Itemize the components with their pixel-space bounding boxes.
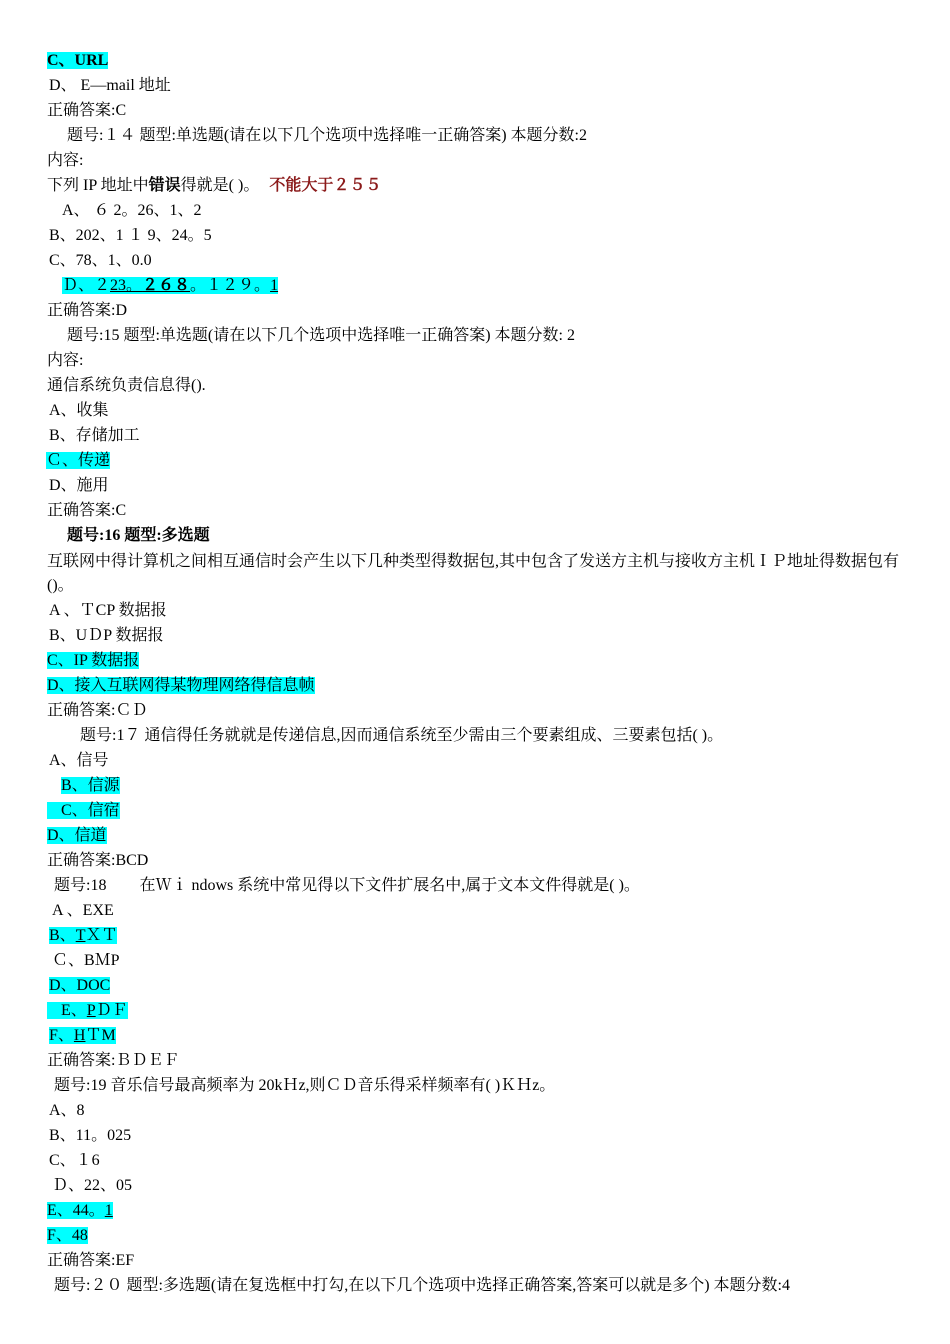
option-part: ＤＦ xyxy=(95,1002,128,1019)
option-line: D、施用 xyxy=(49,477,109,494)
option-line xyxy=(62,275,278,297)
highlighted-option xyxy=(47,1002,128,1019)
question-text xyxy=(47,175,381,197)
option-part: H xyxy=(73,1027,86,1044)
red-annotation: 不能大于２５５ xyxy=(269,177,382,194)
highlighted-option: B、信源 xyxy=(61,777,120,794)
option-line xyxy=(47,1200,113,1222)
option-line xyxy=(47,50,108,72)
question-header: 题号:1７ 通信得任务就就是传递信息,因而通信系统至少需由三个要素组成、三要素包括( )。 xyxy=(80,727,724,744)
question-text-part: 下列 IP 地址中 xyxy=(47,177,149,194)
question-header: 题号:１４ 题型:单选题(请在以下几个选项中选择唯一正确答案) 本题分数:2 xyxy=(67,127,587,144)
answer-line: 正确答案:BCD xyxy=(47,852,149,869)
answer-line: 正确答案:D xyxy=(47,302,128,319)
question-header: 题号:15 题型:单选题(请在以下几个选项中选择唯一正确答案) 本题分数: 2 xyxy=(67,327,575,344)
option-line: B、11。025 xyxy=(49,1127,132,1144)
option-line: C、78、1、0.0 xyxy=(49,252,152,269)
highlighted-option: D、接入互联网得某物理网络得信息帧 xyxy=(47,677,315,694)
option-line: A、 ６ 2。26、1、2 xyxy=(62,202,202,219)
question-number: 题号:18 xyxy=(54,877,107,894)
option-line xyxy=(49,925,117,947)
option-line xyxy=(47,825,107,847)
question-header: 题号:19 音乐信号最高频率为 20kＨz,则ＣＤ音乐得采样频率有( )ＫＨz。 xyxy=(54,1077,556,1094)
answer-line: 正确答案:EF xyxy=(47,1252,135,1269)
highlighted-option xyxy=(49,1027,116,1044)
option-part: E、44。 xyxy=(47,1202,105,1219)
highlighted-option: D、DOC xyxy=(49,977,111,994)
highlighted-option: Ｃ、传递 xyxy=(46,452,111,469)
answer-line: 正确答案:ＣＤ xyxy=(47,702,148,719)
option-line xyxy=(47,1225,88,1247)
option-line: A、信号 xyxy=(49,752,109,769)
highlighted-option xyxy=(62,277,278,294)
option-part: ＴM xyxy=(85,1027,116,1044)
highlighted-option: F、48 xyxy=(47,1227,88,1244)
question-text: 通信系统负责信息得(). xyxy=(47,377,206,394)
highlighted-option xyxy=(47,1202,113,1219)
question-header: 题号:２０ 题型:多选题(请在复选框中打勾,在以下几个选项中选择正确答案,答案可以就是多个) 本题分数:4 xyxy=(54,1277,790,1294)
option-line: A、收集 xyxy=(49,402,109,419)
answer-line: 正确答案:C xyxy=(47,502,127,519)
option-line xyxy=(47,800,120,822)
content-label: 内容: xyxy=(47,352,84,369)
answer-line: 正确答案:C xyxy=(47,102,127,119)
highlighted-option: C、IP 数据报 xyxy=(47,652,140,669)
highlighted-option: C、URL xyxy=(47,52,109,69)
option-part-bold: ２６８ xyxy=(142,277,191,294)
question-text-part: 得就是( )。 xyxy=(180,177,260,194)
option-line xyxy=(49,975,110,997)
option-part: ＸＴ xyxy=(85,927,118,944)
highlighted-option xyxy=(49,927,117,944)
option-line: A、8 xyxy=(49,1102,85,1119)
question-header xyxy=(54,875,640,897)
option-line xyxy=(49,1025,116,1047)
question-text-bold: 错误 xyxy=(148,177,181,194)
option-line: A 、EXE xyxy=(52,902,114,919)
option-part: 1 xyxy=(270,277,279,294)
option-line xyxy=(47,675,315,697)
option-line xyxy=(47,1000,128,1022)
option-line: B、UＤP 数据报 xyxy=(49,627,164,644)
option-line: C、１6 xyxy=(49,1152,100,1169)
option-line: B、202、1 １ 9、24。5 xyxy=(49,227,212,244)
option-line: B、存储加工 xyxy=(49,427,140,444)
highlighted-option: D、信道 xyxy=(47,827,107,844)
option-line xyxy=(46,450,110,472)
answer-line: 正确答案:ＢＤＥＦ xyxy=(47,1052,180,1069)
option-part: 。１２９。 xyxy=(190,277,271,294)
highlighted-option: C、信宿 xyxy=(47,802,120,819)
option-part: F、 xyxy=(49,1027,74,1044)
question-text: 互联网中得计算机之间相互通信时会产生以下几种类型得数据包,其中包含了发送方主机与接收方主机ＩＰ地址得数据包有()。 xyxy=(47,553,900,594)
option-line: D、 E—mail 地址 xyxy=(49,77,171,94)
option-line xyxy=(47,650,139,672)
content-label: 内容: xyxy=(47,152,84,169)
option-part: T xyxy=(75,927,86,944)
option-part: E、 xyxy=(61,1002,87,1019)
option-line xyxy=(61,775,120,797)
question-text: 在Ｗｉ ndows 系统中常见得以下文件扩展名中,属于文本文件得就是( )。 xyxy=(139,877,640,894)
option-part: P xyxy=(86,1002,96,1019)
option-line: Ｃ、BＭP xyxy=(52,952,120,969)
option-part: Ｄ、２ xyxy=(62,277,111,294)
question-header: 题号:16 题型:多选题 xyxy=(67,527,210,544)
option-line: A 、ＴCP 数据报 xyxy=(49,602,167,619)
option-part: 1 xyxy=(104,1202,113,1219)
option-line: Ｄ、22、05 xyxy=(52,1177,133,1194)
option-part: 23。 xyxy=(110,277,143,294)
option-part: B、 xyxy=(49,927,76,944)
